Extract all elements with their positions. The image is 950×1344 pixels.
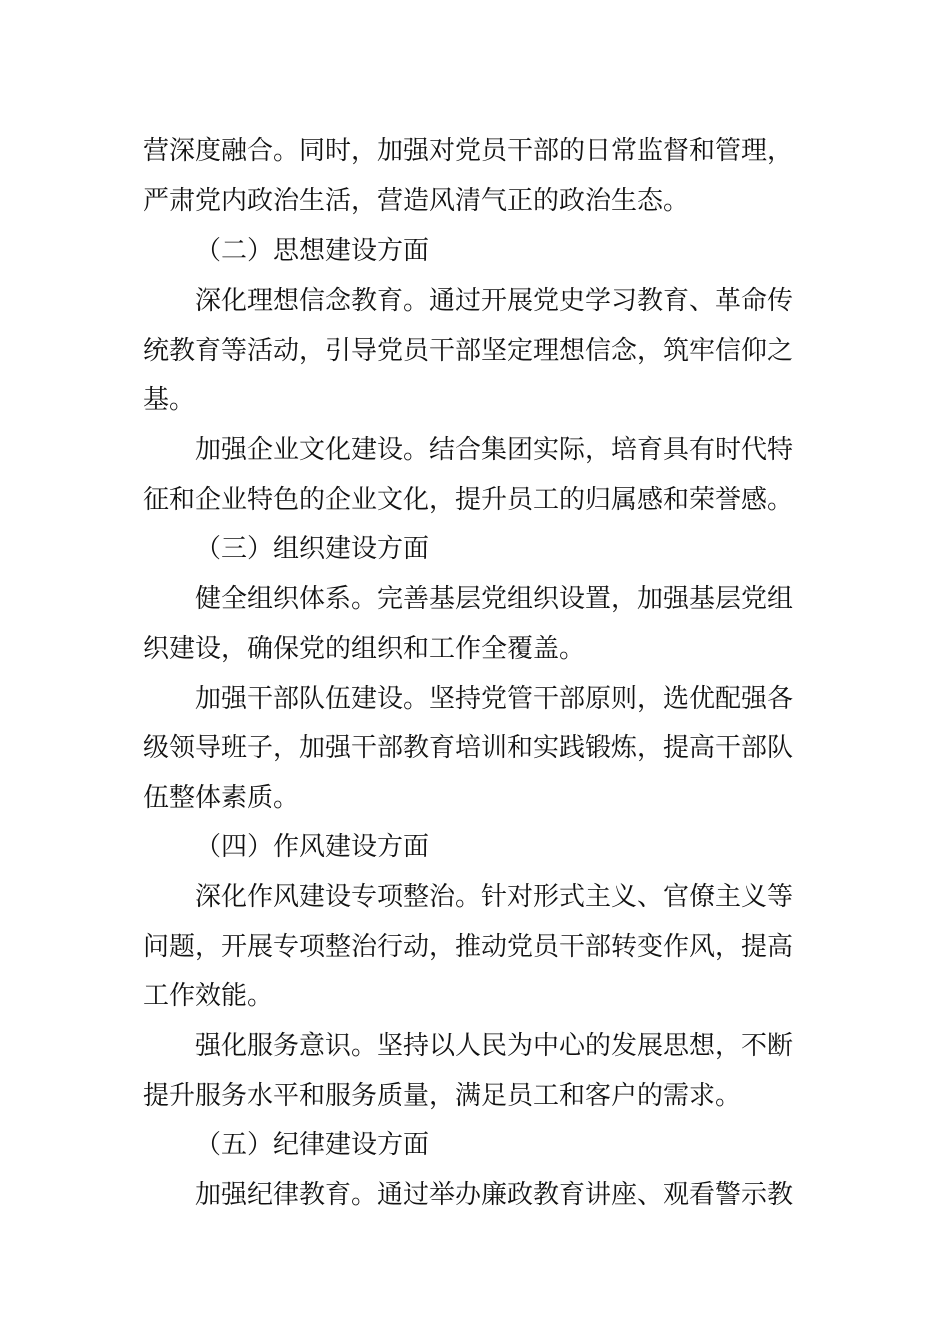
paragraph-line: 提升服务水平和服务质量，满足员工和客户的需求。 <box>143 1081 742 1111</box>
paragraph-line: 加强企业文化建设。结合集团实际，培育具有时代特 <box>195 435 794 465</box>
paragraph-line: 统教育等活动，引导党员干部坚定理想信念，筑牢信仰之 <box>143 336 794 366</box>
section-heading-style: （四）作风建设方面 <box>195 832 430 862</box>
paragraph-line: 深化理想信念教育。通过开展党史学习教育、革命传 <box>195 286 794 316</box>
paragraph-line: 基。 <box>143 385 196 415</box>
paragraph-line: 织建设，确保党的组织和工作全覆盖。 <box>143 634 586 664</box>
paragraph-line: 伍整体素质。 <box>143 783 300 813</box>
section-heading-discipline: （五）纪律建设方面 <box>195 1130 430 1160</box>
paragraph-line: 加强干部队伍建设。坚持党管干部原则，选优配强各 <box>195 684 794 714</box>
paragraph-line: 强化服务意识。坚持以人民为中心的发展思想，不断 <box>195 1031 794 1061</box>
paragraph-line: 级领导班子，加强干部教育培训和实践锻炼，提高干部队 <box>143 733 794 763</box>
paragraph-line: 征和企业特色的企业文化，提升员工的归属感和荣誉感。 <box>143 485 794 515</box>
paragraph-line: 深化作风建设专项整治。针对形式主义、官僚主义等 <box>195 882 794 912</box>
paragraph-line: 健全组织体系。完善基层党组织设置，加强基层党组 <box>195 584 794 614</box>
paragraph-line: 营深度融合。同时，加强对党员干部的日常监督和管理， <box>143 136 794 166</box>
section-heading-organization: （三）组织建设方面 <box>195 534 430 564</box>
paragraph-line: 加强纪律教育。通过举办廉政教育讲座、观看警示教 <box>195 1180 794 1210</box>
section-heading-thought: （二）思想建设方面 <box>195 236 430 266</box>
paragraph-line: 工作效能。 <box>143 981 274 1011</box>
paragraph-line: 严肃党内政治生活，营造风清气正的政治生态。 <box>143 186 690 216</box>
paragraph-line: 问题，开展专项整治行动，推动党员干部转变作风，提高 <box>143 932 794 962</box>
